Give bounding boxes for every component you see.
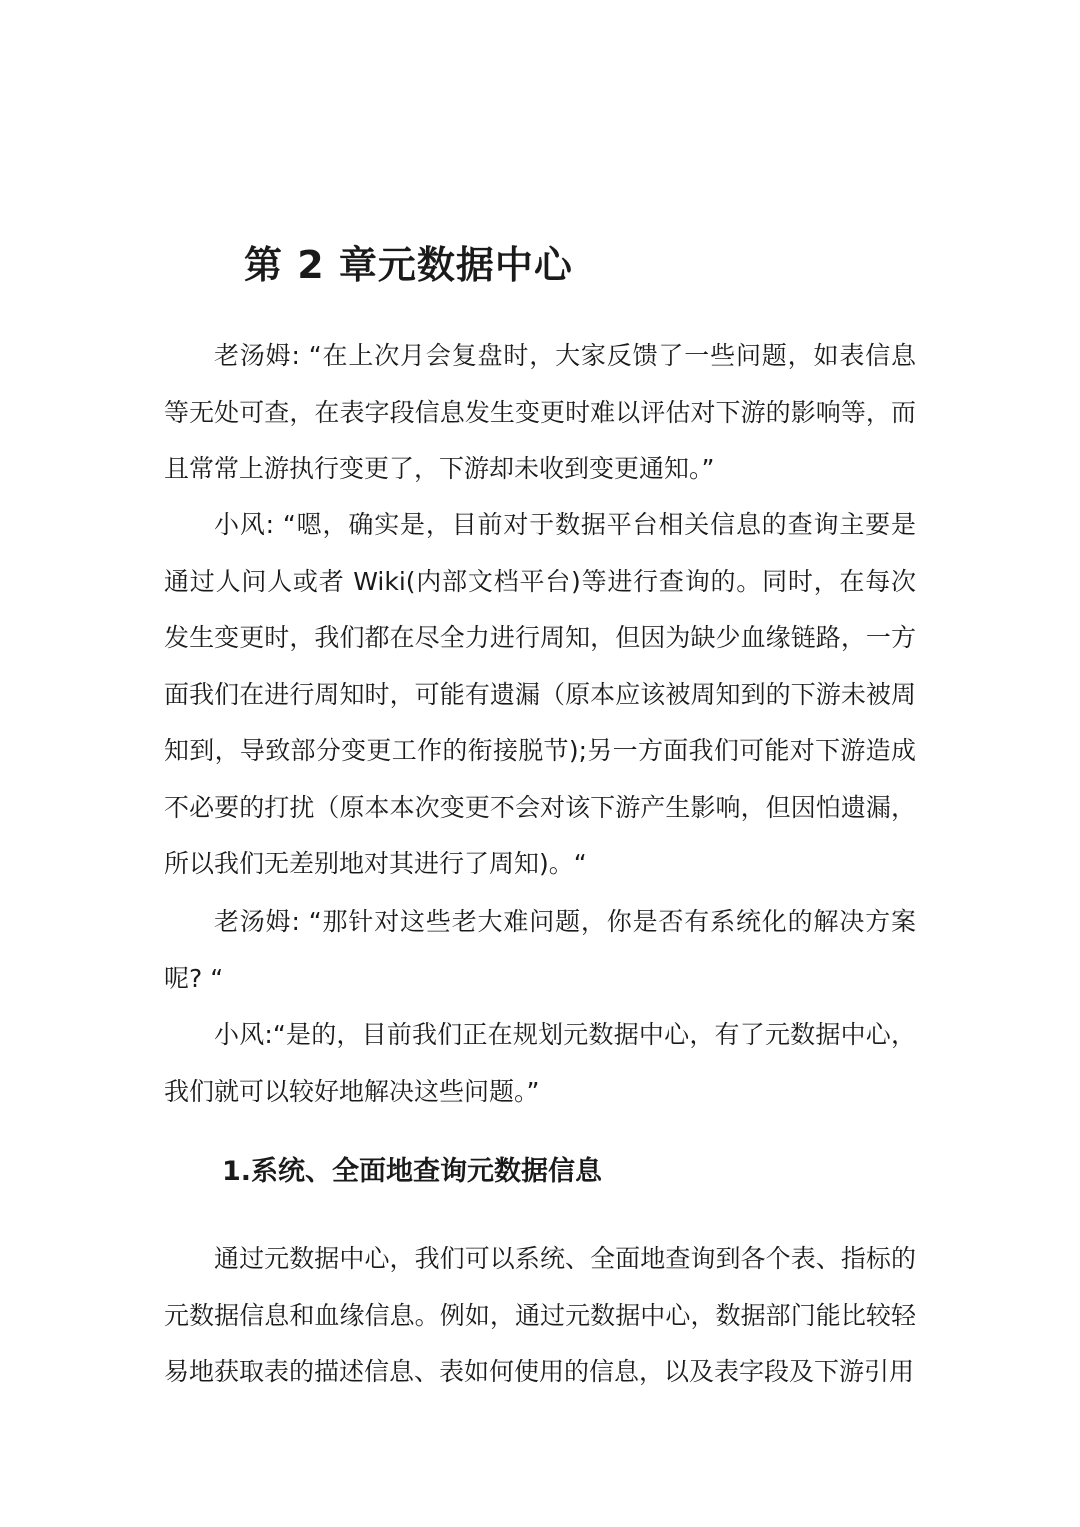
dialogue-paragraph: 小风: “嗯，确实是，目前对于数据平台相关信息的查询主要是通过人问人或者 Wiki(内部文档平台)等进行查询的。同时，在每次发生变更时，我们都在尽全力进行周知，但因为缺少血缘链路，一方面我们在进行周知时，可能有遗漏（原本应该被周知到的下游未被周知到，导致部分变更工作的衔接脱节);另一方面我们可能对下游造成不必要的打扰（原本本次变更不会对该下游产生影响，但因怕遗漏，所以我们无差别地对其进行了周知)。“ xyxy=(164,510,916,878)
dialogue-paragraph: 小风:“是的，目前我们正在规划元数据中心，有了元数据中心，我们就可以较好地解决这些问题。” xyxy=(164,1020,916,1106)
chapter-title: 第 2 章元数据中心 xyxy=(244,243,573,287)
dialogue-paragraph: 老汤姆: “在上次月会复盘时，大家反馈了一些问题，如表信息等无处可查，在表字段信息发生变更时难以评估对下游的影响等，而且常常上游执行变更了，下游却未收到变更通知。” xyxy=(164,341,916,483)
section-paragraph: 通过元数据中心，我们可以系统、全面地查询到各个表、指标的元数据信息和血缘信息。例如，通过元数据中心，数据部门能比较轻易地获取表的描述信息、表如何使用的信息，以及表字段及下游引用 xyxy=(164,1244,916,1386)
dialogue-paragraph: 老汤姆: “那针对这些老大难问题，你是否有系统化的解决方案呢? “ xyxy=(164,907,916,993)
section-title: 1.系统、全面地查询元数据信息 xyxy=(222,1156,603,1187)
